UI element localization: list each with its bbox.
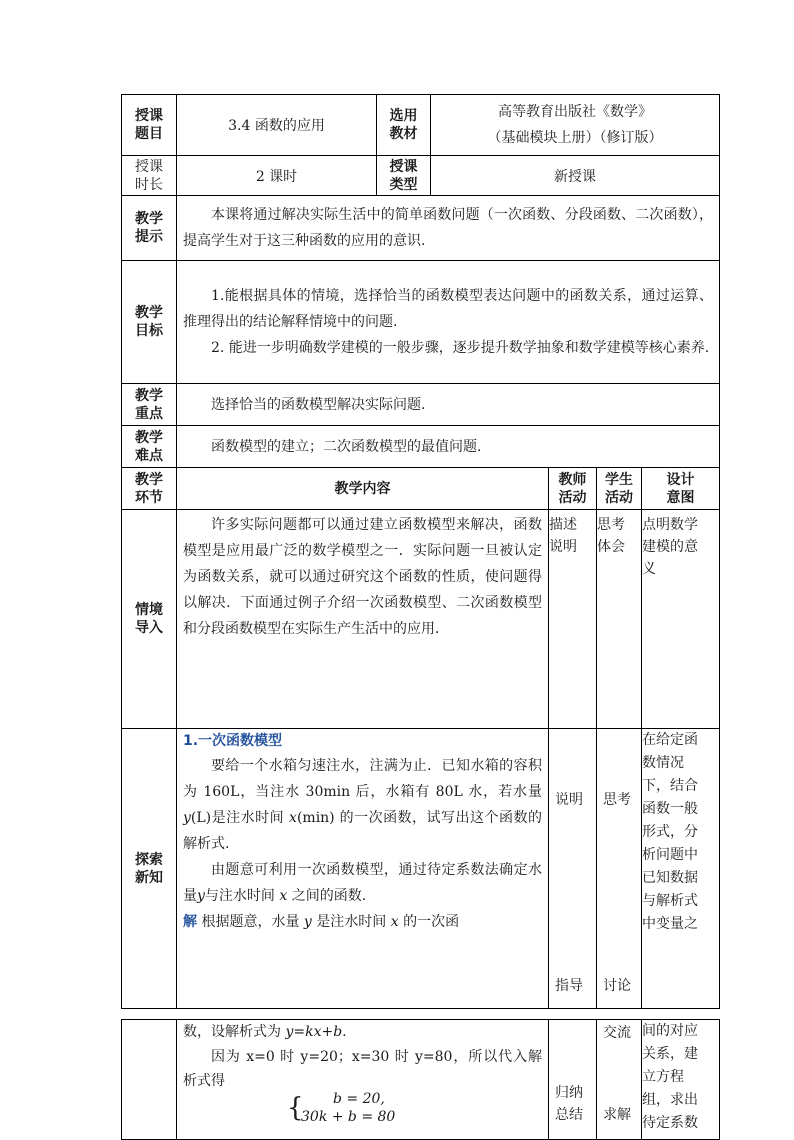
hint-text: 本课将通过解决实际生活中的简单函数问题（一次函数、分段函数、二次函数），提高学生对于这三种函数的应用的意识. [177,196,720,261]
solution-line-1: 数，设解析式为 y=kx+b. [183,1024,347,1040]
duration-label: 授课 时长 [122,156,177,196]
type-value: 新授课 [431,156,720,196]
row-difficulty [122,426,720,468]
row-explore [122,729,720,1009]
lesson-title: 3.4 函数的应用 [177,95,377,156]
lesson-plan-table [121,94,720,1009]
textbook-label: 选用 教材 [377,95,431,156]
explore-text [177,729,549,1009]
equation-system [183,1093,542,1123]
hint-label: 教学 提示 [122,196,177,261]
explore-solution: 解 根据题意，水量 y 是注水时间 x 的一次函 [183,914,460,930]
continued-design: 间的对应 关系，建 立方程 组，求出 待定系数 [642,1020,720,1140]
duration-value: 2 课时 [177,156,377,196]
continued-teacher: 归纳 总结 [549,1020,597,1140]
explore-teacher: 说明 指导 [549,729,597,1009]
textbook-info: 高等教育出版社《数学》 （基础模块上册）（修订版） [431,95,720,156]
row-hint [122,196,720,261]
explore-student: 思考 讨论 [597,729,642,1009]
stage-header: 教学 环节 [122,468,177,510]
continued-student: 交流 求解 [597,1020,642,1140]
row-focus [122,384,720,426]
difficulty-label: 教学 难点 [122,426,177,468]
goals-text: 1.能根据具体的情境，选择恰当的函数模型表达问题中的函数关系，通过运算、推理得出的结论解释情境中的问题. 2. 能进一步明确数学建模的一般步骤，逐步提升数学抽象和数学建模等核心素养. [177,261,720,384]
row-header [122,468,720,510]
row-topic [122,95,720,156]
row-duration [122,156,720,196]
difficulty-text: 函数模型的建立；二次函数模型的最值问题. [177,426,720,468]
student-header: 学生 活动 [597,468,642,510]
design-header: 设计 意图 [642,468,720,510]
explore-design: 在给定函 数情况 下，结合 函数一般 形式，分 析问题中 已知数据 与解析式 中变量之 [642,729,720,1009]
content-header: 教学内容 [177,468,549,510]
solution-continued [177,1020,549,1140]
stage-cell-empty [122,1020,177,1140]
focus-label: 教学 重点 [122,384,177,426]
goals-label: 教学 目标 [122,261,177,384]
intro-label: 情境 导入 [122,510,177,729]
lesson-plan-table-continued [121,1019,720,1140]
brace: { [287,1093,304,1123]
teacher-header: 教师 活动 [549,468,597,510]
equation-2: 30k + b = 80 [301,1109,396,1125]
row-intro [122,510,720,729]
explore-problem: 要给一个水箱匀速注水，注满为止．已知水箱的容积为 160L，当注水 30min 后，水箱有 80L 水，若水量y(L)是注水时间 x(min) 的一次函数，试写出这个函数的解析式. [183,758,542,852]
explore-label: 探索 新知 [122,729,177,1009]
type-label: 授课 类型 [377,156,431,196]
equation-1: b = 20, [333,1091,385,1107]
topic-label: 授课 题目 [122,95,177,156]
explore-heading: 1.一次函数模型 [183,733,283,749]
intro-teacher: 描述 说明 [549,510,597,729]
focus-text: 选择恰当的函数模型解决实际问题. [177,384,720,426]
row-goals [122,261,720,384]
intro-design: 点明数学 建模的意 义 [642,510,720,729]
intro-text: 许多实际问题都可以通过建立函数模型来解决，函数模型是应用最广泛的数学模型之一．实际问题一旦被认定为函数关系，就可以通过研究这个函数的性质，使问题得以解决．下面通过例子介绍一次函数模型、二次函数模型和分段函数模型在实际生产生活中的应用． [177,510,549,729]
explore-analysis: 由题意可利用一次函数模型，通过待定系数法确定水量y与注水时间 x 之间的函数. [183,862,542,904]
intro-student: 思考 体会 [597,510,642,729]
solution-line-2: 因为 x=0 时 y=20；x=30 时 y=80，所以代入解析式得 [183,1049,542,1089]
row-explore-continued [122,1020,720,1140]
